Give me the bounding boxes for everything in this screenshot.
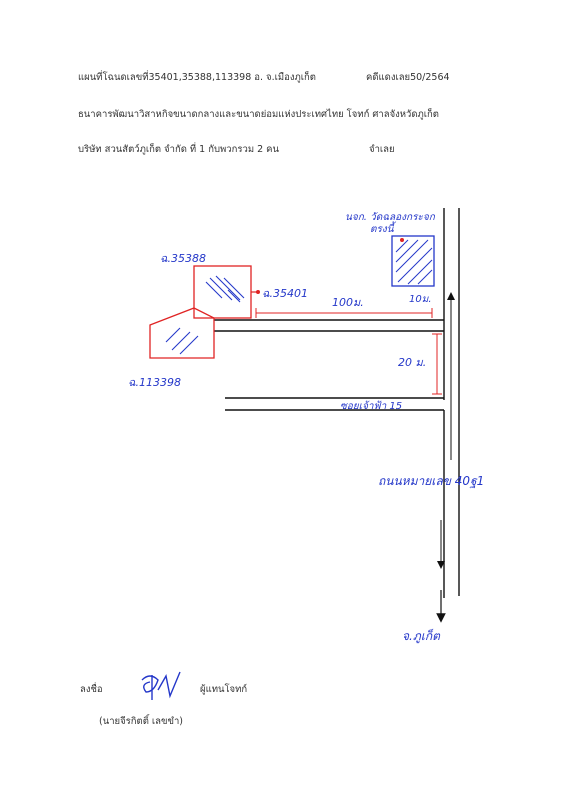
plot-113398-label: ฉ.113398 (128, 376, 181, 389)
header-deed-numbers: แผนที่โฉนดเลขที่35401,35388,113398 อ. จ.เมืองภูเก็ต (78, 72, 316, 83)
landmark-sub-label: ตรงนี้ (370, 224, 394, 235)
distance-20m-label: 20 ม. (398, 356, 427, 369)
direction-phuket-label: จ.ภูเก็ต (402, 629, 440, 643)
landmark-plot (392, 236, 434, 286)
dimension-100m (256, 308, 432, 318)
signature-scribble (142, 672, 180, 700)
soi-road (225, 398, 444, 410)
plot-35388-label: ฉ.35388 (160, 252, 206, 265)
plot-35388-outline (194, 266, 260, 318)
header-plaintiff: ธนาคารพัฒนาวิสาหกิจขนาดกลางและขนาดย่อมแห่งประเทศไทย โจทก์ ศาลจังหวัดภูเก็ต (78, 109, 439, 120)
soi-label: ซอยเจ้าฟ้า 15 (340, 401, 403, 412)
dimension-20m (432, 334, 442, 394)
access-lane (214, 320, 444, 331)
landmark-label: นจก. วัดฉลองกระจก (345, 212, 435, 223)
distance-100m-label: 100ม. (332, 296, 364, 309)
distance-10m-label: 10ม. (409, 294, 432, 305)
header-defendant-label: จำเลย (369, 144, 395, 155)
sign-label: ลงชื่อ (80, 684, 103, 695)
main-road-label: ถนนหมายเลข 40ฐ1 (378, 474, 485, 488)
header-defendant: บริษัท สวนสัตว์ภูเก็ต จำกัด ที่ 1 กับพวกรวม 2 คน (78, 144, 280, 155)
signer-name: (นายจีรกิตติ์ เลขขำ) (99, 716, 183, 727)
signer-role: ผู้แทนโจทก์ (200, 684, 248, 695)
plot-35401-label: ฉ.35401 (262, 287, 308, 300)
plot-113398-outline (150, 308, 214, 358)
header-case-number: คดีแดงเลย50/2564 (366, 72, 450, 83)
